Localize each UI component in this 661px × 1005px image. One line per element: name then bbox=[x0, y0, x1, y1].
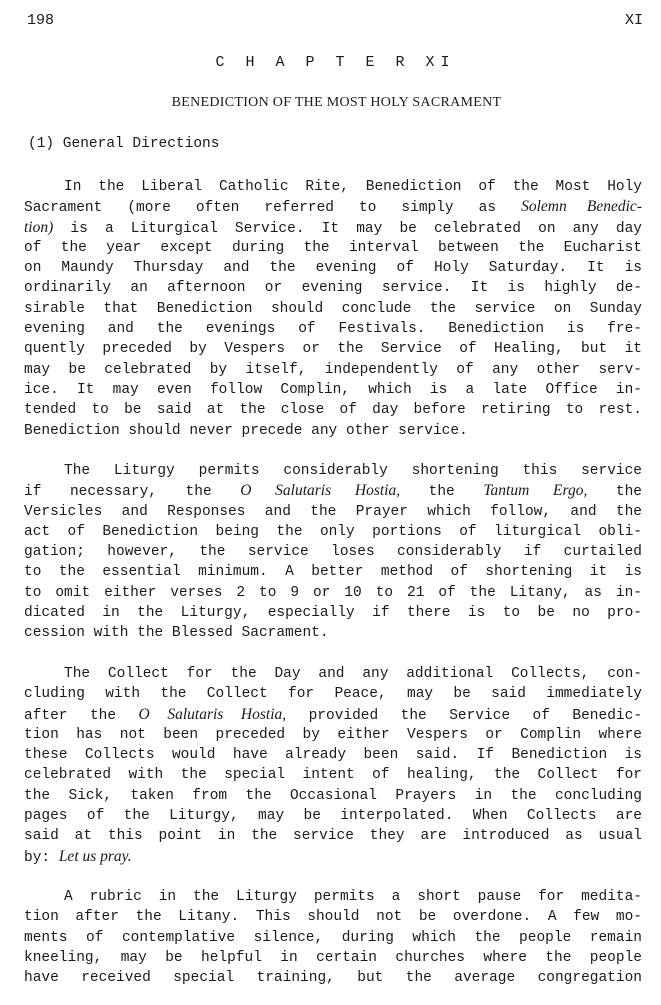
paragraph-line: Benediction should never precede any other service. bbox=[24, 422, 468, 439]
paragraph-line: ments of contemplative silence, during which the people remain bbox=[24, 929, 642, 946]
paragraph-line: celebrated with the special intent of healing, the Collect for bbox=[24, 767, 642, 784]
paragraph-line: after the O Salutaris Hostia, provided the Service of Benedic- bbox=[24, 705, 643, 724]
paragraph-line: gation; however, the service loses considerably if curtailed bbox=[24, 544, 642, 561]
paragraph-line: the Sick, taken from the Occasional Prayers in the concluding bbox=[24, 787, 642, 804]
paragraph-line: may be celebrated by itself, independently of any other serv- bbox=[24, 361, 642, 378]
paragraph-line: dicated in the Liturgy, especially if there is to be no pro- bbox=[24, 605, 642, 622]
running-chapter-ref: XI bbox=[624, 12, 643, 29]
paragraph-line: tion after the Litany. This should not be overdone. A few mo- bbox=[24, 909, 642, 926]
paragraph-line: The Collect for the Day and any additional Collects, con- bbox=[64, 666, 642, 682]
paragraph-line: cession with the Blessed Sacrament. bbox=[24, 625, 329, 642]
paragraph-line: on Maundy Thursday and the evening of Holy Saturday. It is bbox=[24, 260, 642, 277]
paragraph-line: have received special training, but the average congregation bbox=[24, 970, 642, 987]
paragraph-line: ordinarily an afternoon or evening service. It is highly de- bbox=[24, 280, 642, 297]
page-number: 198 bbox=[27, 12, 55, 29]
paragraph-line: ice. It may even follow Complin, which is a late Office in- bbox=[24, 381, 642, 398]
paragraph-line: A rubric in the Liturgy permits a short pause for medita- bbox=[64, 889, 642, 905]
paragraph-line: tion has not been preceded by either Vespers or Complin where bbox=[24, 726, 642, 743]
chapter-title: BENEDICTION OF THE MOST HOLY SACRAMENT bbox=[171, 95, 502, 110]
paragraph-line: these Collects would have already been said. If Benediction is bbox=[24, 747, 642, 764]
paragraph-2 bbox=[24, 461, 642, 644]
section-heading: (1) General Directions bbox=[28, 136, 220, 152]
paragraph-line: Sacrament (more often referred to simply as Solemn Benedic- bbox=[24, 198, 642, 217]
paragraph-line: to omit either verses 2 to 9 or 10 to 21 of the Litany, as in- bbox=[24, 584, 642, 601]
paragraph-line: tion) is a Liturgical Service. It may be celebrated on any day bbox=[24, 218, 642, 237]
chapter-label: C H A P T E R XI bbox=[215, 54, 456, 71]
paragraph-line: of the year except during the interval between the Eucharist bbox=[24, 239, 642, 256]
paragraph-line: Versicles and Responses and the Prayer which follow, and the bbox=[24, 503, 642, 520]
paragraph-line: said at this point in the service they are introduced as usual bbox=[24, 828, 642, 845]
paragraph-line: In the Liberal Catholic Rite, Benediction of the Most Holy bbox=[64, 179, 642, 195]
paragraph-line: act of Benediction being the only portions of liturgical obli- bbox=[24, 523, 642, 540]
paragraph-line: tended to be said at the close of day before retiring to rest. bbox=[24, 402, 642, 419]
paragraph-4 bbox=[24, 887, 642, 988]
paragraph-1 bbox=[24, 177, 642, 441]
paragraph-line: if necessary, the O Salutaris Hostia, the Tantum Ergo, the bbox=[24, 482, 642, 501]
paragraph-3 bbox=[24, 664, 642, 867]
paragraph-line: The Liturgy permits considerably shortening this service bbox=[64, 463, 642, 479]
paragraph-line: cluding with the Collect for Peace, may be said immediately bbox=[24, 686, 642, 703]
paragraph-line: pages of the Liturgy, may be interpolated. When Collects are bbox=[24, 808, 642, 825]
paragraph-line: quently preceded by Vespers or the Service of Healing, but it bbox=[24, 341, 642, 358]
paragraph-line: to the essential minimum. A better method of shortening it is bbox=[24, 564, 642, 581]
paragraph-line: sirable that Benediction should conclude the service on Sunday bbox=[24, 300, 642, 317]
paragraph-line: evening and the evenings of Festivals. Benediction is fre- bbox=[24, 321, 642, 338]
paragraph-line: by: Let us pray. bbox=[24, 847, 132, 866]
paragraph-line: kneeling, may be helpful in certain churches where the people bbox=[24, 949, 642, 966]
